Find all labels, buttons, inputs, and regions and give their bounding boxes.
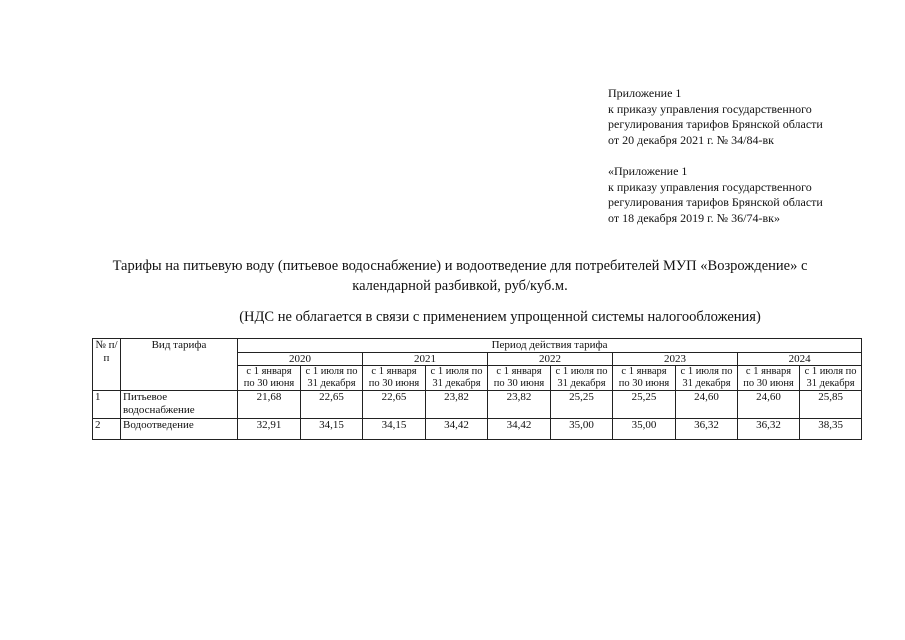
appendix-line: регулирования тарифов Брянской области bbox=[608, 117, 823, 131]
vat-note: (НДС не облагается в связи с применением упрощенной системы налогообложения) bbox=[239, 309, 761, 325]
header-first-half: с 1 января по 30 июня bbox=[363, 366, 426, 391]
tariff-value: 34,42 bbox=[488, 419, 551, 440]
header-second-half: с 1 июля по 31 декабря bbox=[676, 366, 738, 391]
tariff-value: 34,15 bbox=[363, 419, 426, 440]
appendix-line: от 20 декабря 2021 г. № 34/84-вк bbox=[608, 132, 774, 147]
appendix-line: Приложение 1 bbox=[608, 86, 682, 100]
tariff-value: 34,15 bbox=[301, 419, 363, 440]
table-row bbox=[93, 391, 862, 419]
table-row bbox=[93, 419, 862, 440]
header-second-half: с 1 июля по 31 декабря bbox=[301, 366, 363, 391]
tariff-value: 22,65 bbox=[363, 391, 426, 419]
tariff-value: 34,42 bbox=[426, 419, 488, 440]
appendix-line: «Приложение 1 bbox=[608, 164, 688, 178]
appendix-current-reference bbox=[608, 86, 823, 148]
header-year: 2024 bbox=[738, 352, 862, 366]
tariff-value: 35,00 bbox=[613, 419, 676, 440]
header-second-half: с 1 июля по 31 декабря bbox=[800, 366, 862, 391]
tariff-value: 35,00 bbox=[551, 419, 613, 440]
header-second-half: с 1 июля по 31 декабря bbox=[426, 366, 488, 391]
tariff-value: 25,25 bbox=[551, 391, 613, 419]
title-line-1: Тарифы на питьевую воду (питьевое водоснабжение) и водоотведение для потребителей МУП «Возрождение» с bbox=[112, 258, 808, 274]
tariff-value: 24,60 bbox=[738, 391, 800, 419]
header-year: 2022 bbox=[488, 352, 613, 366]
header-first-half: с 1 января по 30 июня bbox=[238, 366, 301, 391]
tariff-value: 25,25 bbox=[613, 391, 676, 419]
appendix-line: к приказу управления государственного bbox=[608, 101, 812, 116]
tariff-value: 23,82 bbox=[488, 391, 551, 419]
header-year: 2021 bbox=[363, 352, 488, 366]
header-tariff-type: Вид тарифа bbox=[121, 339, 238, 391]
header-first-half: с 1 января по 30 июня bbox=[738, 366, 800, 391]
title-line-2: календарной разбивкой, руб/куб.м. bbox=[352, 278, 568, 294]
header-first-half: с 1 января по 30 июня bbox=[613, 366, 676, 391]
appendix-line: регулирования тарифов Брянской области bbox=[608, 195, 823, 209]
header-first-half: с 1 января по 30 июня bbox=[488, 366, 551, 391]
row-tariff-type: Питьевое водоснабжение bbox=[121, 391, 238, 419]
header-period: Период действия тарифа bbox=[238, 339, 862, 353]
header-row-period bbox=[93, 339, 862, 353]
row-tariff-type: Водоотведение bbox=[121, 419, 238, 440]
tariff-value: 36,32 bbox=[676, 419, 738, 440]
header-year: 2020 bbox=[238, 352, 363, 366]
row-number: 2 bbox=[93, 419, 121, 440]
document-title bbox=[60, 256, 860, 296]
header-number: № п/п bbox=[93, 339, 121, 391]
row-number: 1 bbox=[93, 391, 121, 419]
tariff-value: 24,60 bbox=[676, 391, 738, 419]
header-year: 2023 bbox=[613, 352, 738, 366]
tariff-value: 38,35 bbox=[800, 419, 862, 440]
tariff-value: 36,32 bbox=[738, 419, 800, 440]
tariff-value: 23,82 bbox=[426, 391, 488, 419]
tariff-value: 25,85 bbox=[800, 391, 862, 419]
appendix-line: от 18 декабря 2019 г. № 36/74-вк» bbox=[608, 210, 780, 225]
appendix-previous-reference bbox=[608, 164, 823, 226]
tariffs-table bbox=[92, 338, 862, 440]
tariff-value: 21,68 bbox=[238, 391, 301, 419]
appendix-line: к приказу управления государственного bbox=[608, 179, 812, 194]
tariff-value: 32,91 bbox=[238, 419, 301, 440]
tariff-value: 22,65 bbox=[301, 391, 363, 419]
header-second-half: с 1 июля по 31 декабря bbox=[551, 366, 613, 391]
